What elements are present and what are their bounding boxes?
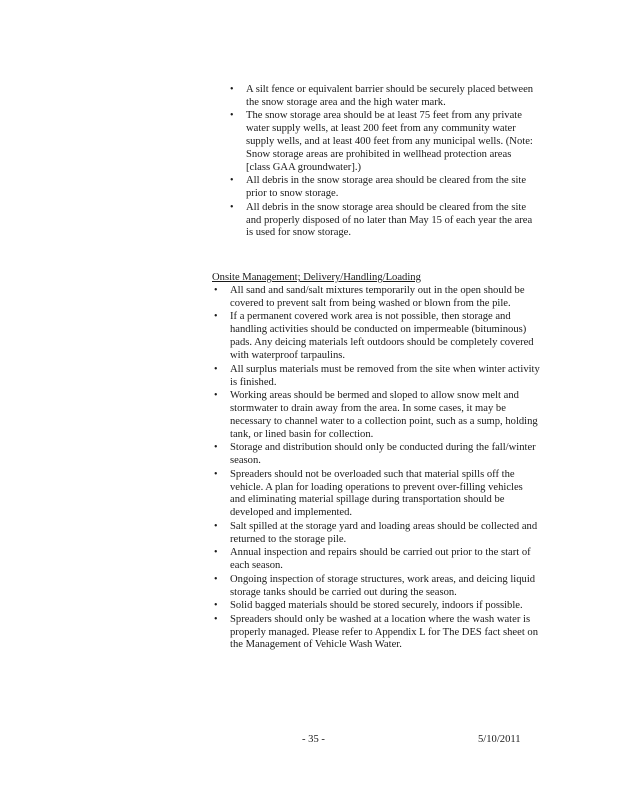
list-item-text: All debris in the snow storage area should be cleared from the site and properly disposed of no later than May 15 of each year the area is used for snow storage.: [246, 201, 533, 239]
list-item-text: If a permanent covered work area is not possible, then storage and handling activities should be conducted on impermeable (bituminous) pads. Any deicing materials left outdoors should be completely covered with waterproof tarpaulins.: [230, 311, 534, 362]
list-item: [230, 84, 536, 110]
bullet-marker: •: [214, 311, 218, 323]
list-item-text: Solid bagged materials should be stored securely, indoors if possible.: [230, 600, 523, 612]
bullet-marker: •: [230, 201, 234, 213]
bullet-marker: •: [214, 573, 218, 585]
snow-storage-bullet-list: [230, 84, 536, 241]
list-item: [214, 573, 540, 600]
list-item: [214, 520, 540, 547]
bullet-marker: •: [214, 442, 218, 454]
list-item: [214, 311, 540, 363]
list-item: [214, 442, 540, 468]
onsite-management-bullet-list: [214, 285, 540, 653]
list-item: [230, 110, 536, 175]
bullet-marker: •: [214, 390, 218, 402]
list-item: [214, 613, 540, 653]
footer-date: 5/10/2011: [478, 734, 521, 745]
bullet-marker: •: [214, 600, 218, 612]
page-number: - 35 -: [302, 734, 325, 745]
list-item-text: Annual inspection and repairs should be carried out prior to the start of each season.: [230, 547, 531, 572]
list-item-text: Spreaders should only be washed at a location where the wash water is properly managed. Please refer to Appendix L for The DES fact sheet on the Management of Vehicle Wash Water.: [230, 613, 538, 651]
list-item-text: All debris in the snow storage area should be cleared from the site prior to snow storage.: [246, 175, 527, 200]
bullet-marker: •: [214, 520, 218, 532]
bullet-marker: •: [214, 468, 218, 480]
bullet-marker: •: [230, 84, 234, 95]
bullet-marker: •: [214, 613, 218, 625]
list-item: [230, 175, 536, 201]
bullet-marker: •: [230, 175, 234, 187]
list-item: [214, 285, 540, 311]
list-item-text: A silt fence or equivalent barrier should be securely placed between the snow storage area and the high water mark.: [246, 84, 534, 108]
list-item-text: Ongoing inspection of storage structures, work areas, and deicing liquid storage tanks should be carried out during the season.: [230, 573, 536, 598]
list-item-text: The snow storage area should be at least 75 feet from any private water supply wells, at least 200 feet from any community water supply wells, and at least 400 feet from any municipal wells. (Note: Snow storage areas are prohibited in wellhead protection areas [class GAA groundwater].): [246, 110, 533, 173]
list-item-text: Spreaders should not be overloaded such that material spills off the vehicle. A plan for loading operations to prevent over-filling vehicles and eliminating material spillage during transportation should be developed and implemented.: [230, 468, 523, 519]
bullet-marker: •: [214, 285, 218, 296]
bullet-marker: •: [214, 547, 218, 559]
list-item: [214, 390, 540, 442]
list-item: [214, 363, 540, 390]
list-item-text: Salt spilled at the storage yard and loading areas should be collected and returned to the storage pile.: [230, 520, 538, 545]
bullet-marker: •: [214, 363, 218, 375]
list-item: [214, 600, 540, 613]
list-item: [214, 547, 540, 573]
section-heading: Onsite Management; Delivery/Handling/Loading: [212, 272, 421, 283]
bullet-marker: •: [230, 110, 234, 122]
list-item-text: All surplus materials must be removed from the site when winter activity is finished.: [230, 363, 540, 388]
list-item-text: All sand and sand/salt mixtures temporarily out in the open should be covered to prevent salt from being washed or blown from the pile.: [230, 285, 525, 309]
list-item-text: Working areas should be bermed and sloped to allow snow melt and stormwater to drain away from the area. In some cases, it may be necessary to channel water to a collection point, such as a sump, holding tank, or lined basin for collection.: [230, 390, 538, 440]
list-item-text: Storage and distribution should only be conducted during the fall/winter season.: [230, 442, 536, 467]
list-item: [230, 201, 536, 241]
list-item: [214, 468, 540, 521]
